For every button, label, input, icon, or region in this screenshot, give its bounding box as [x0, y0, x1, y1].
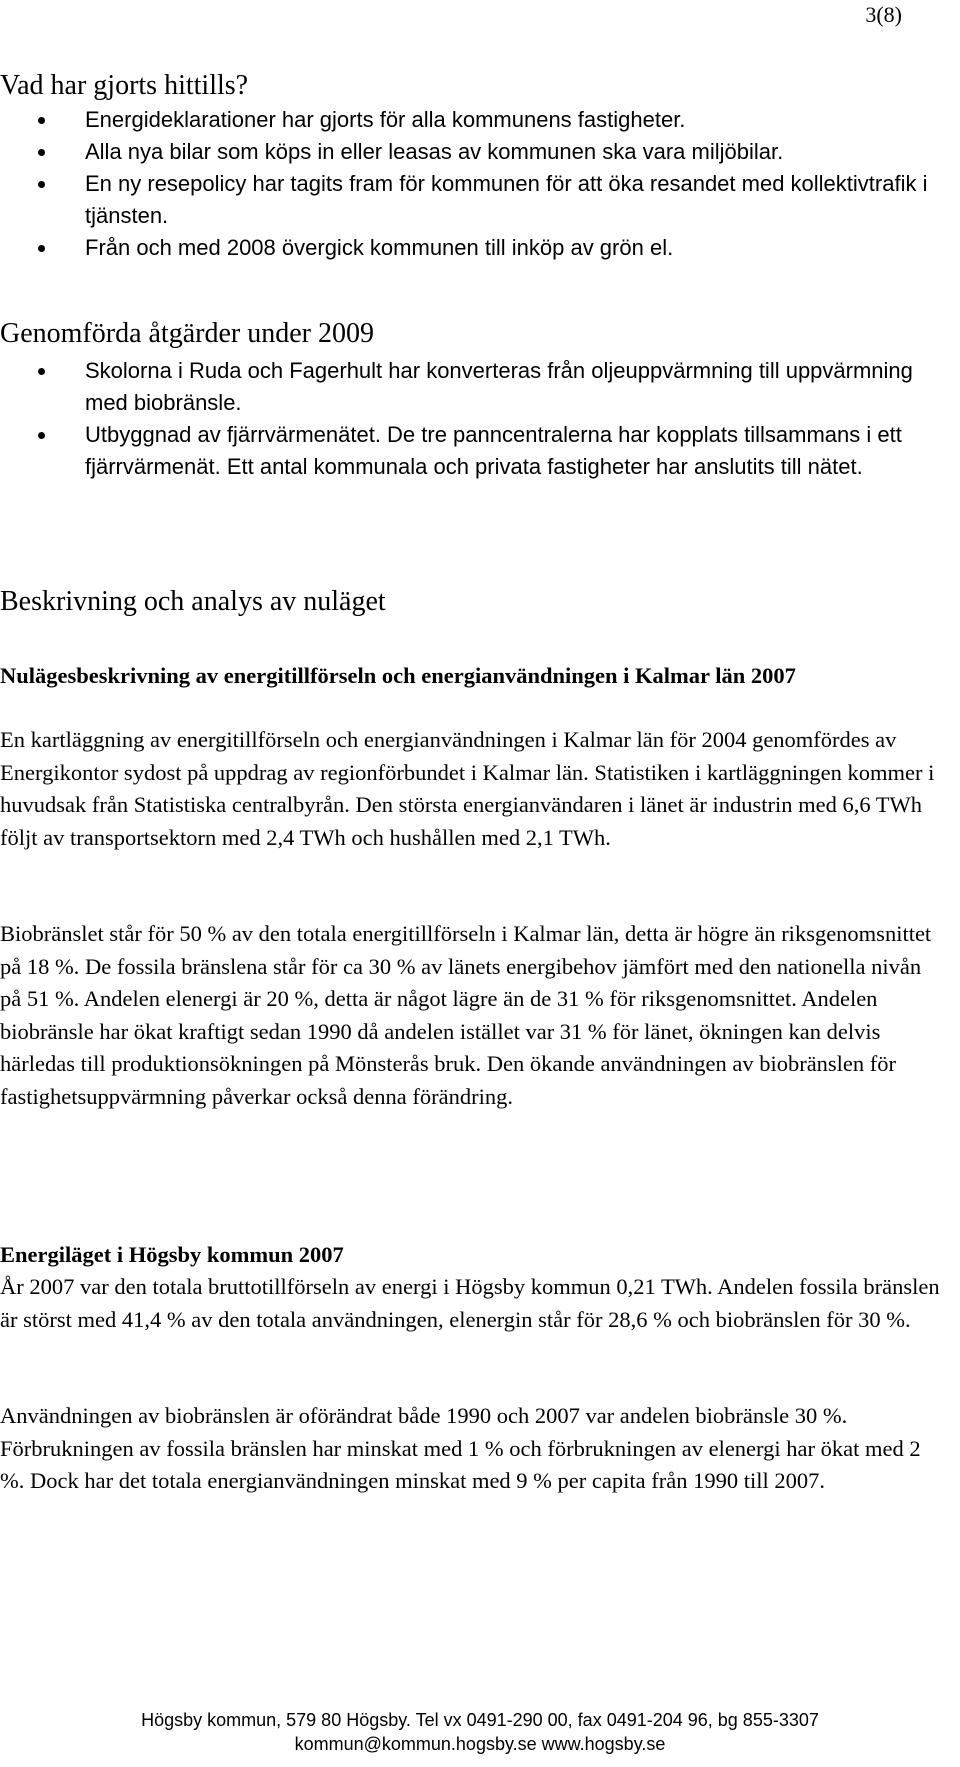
footer	[0, 1708, 960, 1756]
heading-genomforda-atgarder: Genomförda åtgärder under 2009	[0, 318, 374, 349]
paragraph-ar-2007: År 2007 var den totala bruttotillförseln av energi i Högsby kommun 0,21 TWh. Andelen fossila bränslen är störst med 41,4 % av den totala användningen, elenergin står för 28,6 % och biobränslen för 30 %.	[0, 1274, 940, 1332]
heading-vad-har-gjorts: Vad har gjorts hittills?	[0, 70, 249, 101]
list-item: Energideklarationer har gjorts för alla kommunens fastigheter.	[0, 104, 940, 136]
footer-address: Högsby kommun, 579 80 Högsby. Tel vx 0491-290 00, fax 0491-204 96, bg 855-3307	[141, 1710, 819, 1730]
subheading-nulagesbeskrivning: Nulägesbeskrivning av energitillförseln och energianvändningen i Kalmar län 2007	[0, 663, 796, 688]
bullet-icon	[38, 117, 45, 124]
bullet-icon	[38, 149, 45, 156]
bullet-icon	[38, 368, 45, 375]
paragraph-anvandningen: Användningen av biobränslen är oförändrat både 1990 och 2007 var andelen biobränsle 30 %. Förbrukningen av fossila bränslen har minskat med 1 % och förbrukningen av elenergi har ökat med 2 %. Dock har det totala energianvändningen minskat med 9 % per capita från 1990 till 2007.	[0, 1403, 921, 1493]
bullet-list-done-so-far	[0, 104, 940, 264]
list-item: Från och med 2008 övergick kommunen till inköp av grön el.	[0, 232, 940, 264]
list-item: Alla nya bilar som köps in eller leasas av kommunen ska vara miljöbilar.	[0, 136, 940, 168]
bullet-list-measures-2009	[0, 355, 940, 483]
list-item: Skolorna i Ruda och Fagerhult har konverteras från oljeuppvärmning till uppvärmning med biobränsle.	[0, 355, 940, 419]
footer-contact: kommun@kommun.hogsby.se www.hogsby.se	[294, 1734, 666, 1754]
bullet-icon	[38, 181, 45, 188]
paragraph-biobranslet: Biobränslet står för 50 % av den totala energitillförseln i Kalmar län, detta är högre än riksgenomsnittet på 18 %. De fossila bränslena står för ca 30 % av länets energibehov jämfört med den nationella nivån på 51 %. Andelen elenergi är 20 %, detta är något lägre än de 31 % för riksgenomsnittet. Andelen biobränsle har ökat kraftigt sedan 1990 då andelen istället var 31 % för länet, ökningen kan delvis härledas till produktionsökningen på Mönsterås bruk. Den ökande användningen av biobränslen för fastighetsuppvärmning påverkar också denna förändring.	[0, 921, 932, 1109]
heading-beskrivning-och-analys: Beskrivning och analys av nuläget	[0, 586, 386, 617]
paragraph-kartlaggning: En kartläggning av energitillförseln och energianvändningen i Kalmar län för 2004 genomfördes av Energikontor sydost på uppdrag av regionförbundet i Kalmar län. Statistiken i kartläggningen kommer i huvudsak från Statistiska centralbyrån. Den största energianvändaren i länet är industrin med 6,6 TWh följt av transportsektorn med 2,4 TWh och hushållen med 2,1 TWh.	[0, 727, 935, 850]
bullet-icon	[38, 432, 45, 439]
list-item: Utbyggnad av fjärrvärmenätet. De tre panncentralerna har kopplats tillsammans i ett fjärrvärmenät. Ett antal kommunala och privata fastigheter har anslutits till nätet.	[0, 419, 940, 483]
page-number: 3(8)	[865, 2, 902, 27]
subheading-energilaget-hogsby: Energiläget i Högsby kommun 2007	[0, 1242, 344, 1267]
list-item: En ny resepolicy har tagits fram för kommunen för att öka resandet med kollektivtrafik i tjänsten.	[0, 168, 940, 232]
bullet-icon	[38, 245, 45, 252]
